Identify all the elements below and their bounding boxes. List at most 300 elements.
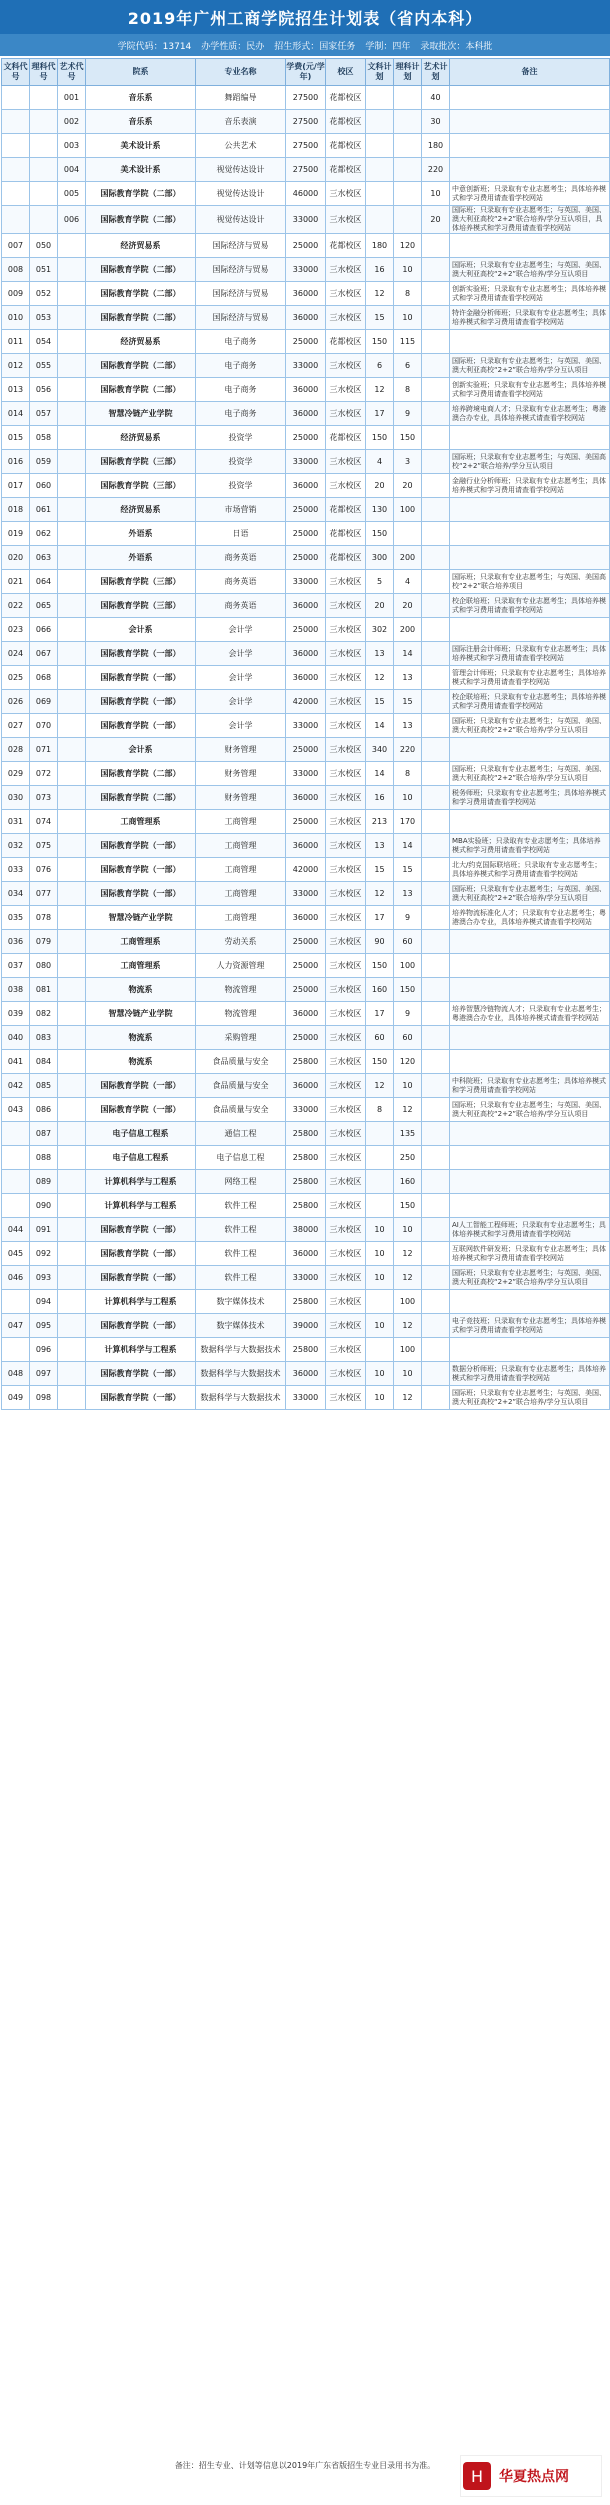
cell-wen-plan: 12 xyxy=(366,666,394,690)
cell-campus: 三水校区 xyxy=(326,1242,366,1266)
col-header: 文科计划 xyxy=(366,59,394,86)
cell-wen-plan: 180 xyxy=(366,234,394,258)
cell-campus: 三水校区 xyxy=(326,282,366,306)
cell-li-plan: 10 xyxy=(394,1074,422,1098)
cell-li-plan: 10 xyxy=(394,786,422,810)
cell-wen-code: 029 xyxy=(2,762,30,786)
cell-note xyxy=(450,234,610,258)
cell-department: 计算机科学与工程系 xyxy=(86,1338,196,1362)
cell-campus: 三水校区 xyxy=(326,1266,366,1290)
cell-tuition: 42000 xyxy=(286,690,326,714)
cell-art-code xyxy=(58,282,86,306)
cell-wen-code: 044 xyxy=(2,1218,30,1242)
cell-art-code xyxy=(58,378,86,402)
cell-department: 经济贸易系 xyxy=(86,498,196,522)
cell-department: 美术设计系 xyxy=(86,134,196,158)
cell-major-name: 人力资源管理 xyxy=(196,954,286,978)
cell-campus: 三水校区 xyxy=(326,570,366,594)
cell-note: 北大/约克国际联培班；只录取有专业志愿考生；具体培养模式和学习费用请查看学校网站 xyxy=(450,858,610,882)
cell-li-code: 052 xyxy=(30,282,58,306)
cell-major-name: 电子商务 xyxy=(196,354,286,378)
cell-major-name: 食品质量与安全 xyxy=(196,1050,286,1074)
table-row xyxy=(2,954,610,978)
cell-art-plan xyxy=(422,882,450,906)
cell-tuition: 25000 xyxy=(286,234,326,258)
cell-li-plan: 12 xyxy=(394,1386,422,1410)
cell-wen-code xyxy=(2,158,30,182)
cell-art-code xyxy=(58,402,86,426)
cell-li-code: 071 xyxy=(30,738,58,762)
cell-wen-code: 030 xyxy=(2,786,30,810)
cell-wen-plan xyxy=(366,1338,394,1362)
cell-art-code xyxy=(58,618,86,642)
cell-campus: 三水校区 xyxy=(326,858,366,882)
cell-art-plan xyxy=(422,498,450,522)
cell-tuition: 25000 xyxy=(286,738,326,762)
cell-art-code xyxy=(58,330,86,354)
cell-note: 管理会计师班；只录取有专业志愿考生；具体培养模式和学习费用请查看学校网站 xyxy=(450,666,610,690)
cell-wen-code: 025 xyxy=(2,666,30,690)
cell-major-name: 会计学 xyxy=(196,714,286,738)
cell-li-code: 062 xyxy=(30,522,58,546)
cell-art-plan xyxy=(422,402,450,426)
cell-wen-plan: 60 xyxy=(366,1026,394,1050)
cell-wen-code: 041 xyxy=(2,1050,30,1074)
cell-wen-plan xyxy=(366,158,394,182)
col-header: 校区 xyxy=(326,59,366,86)
cell-major-name: 数字媒体技术 xyxy=(196,1290,286,1314)
cell-tuition: 25000 xyxy=(286,546,326,570)
cell-li-code xyxy=(30,158,58,182)
cell-li-plan: 10 xyxy=(394,1362,422,1386)
cell-wen-plan xyxy=(366,86,394,110)
table-body xyxy=(2,86,610,1410)
cell-art-plan xyxy=(422,1194,450,1218)
cell-art-code xyxy=(58,1266,86,1290)
info-bar xyxy=(0,34,610,56)
cell-li-plan: 60 xyxy=(394,1026,422,1050)
cell-department: 物流系 xyxy=(86,1026,196,1050)
cell-art-code xyxy=(58,570,86,594)
cell-li-plan: 8 xyxy=(394,762,422,786)
cell-major-name: 会计学 xyxy=(196,666,286,690)
cell-art-plan xyxy=(422,906,450,930)
cell-note xyxy=(450,1194,610,1218)
cell-note: 国际班；只录取有专业志愿考生；与英国、美国、澳大利亚高校“2+2”联合培养/学分互认项目 xyxy=(450,882,610,906)
cell-wen-plan: 150 xyxy=(366,954,394,978)
cell-art-code xyxy=(58,234,86,258)
cell-li-code xyxy=(30,206,58,234)
cell-li-plan: 14 xyxy=(394,642,422,666)
cell-wen-plan: 340 xyxy=(366,738,394,762)
cell-major-name: 投资学 xyxy=(196,474,286,498)
cell-department: 智慧冷链产业学院 xyxy=(86,1002,196,1026)
cell-art-plan xyxy=(422,1386,450,1410)
cell-art-code xyxy=(58,834,86,858)
cell-campus: 三水校区 xyxy=(326,258,366,282)
cell-art-plan xyxy=(422,1314,450,1338)
table-row xyxy=(2,1146,610,1170)
cell-wen-code: 049 xyxy=(2,1386,30,1410)
table-row xyxy=(2,810,610,834)
cell-campus: 三水校区 xyxy=(326,594,366,618)
table-row xyxy=(2,134,610,158)
cell-art-code xyxy=(58,258,86,282)
cell-department: 国际教育学院（一部） xyxy=(86,1266,196,1290)
cell-campus: 三水校区 xyxy=(326,1290,366,1314)
cell-major-name: 物流管理 xyxy=(196,978,286,1002)
cell-li-plan: 115 xyxy=(394,330,422,354)
cell-campus: 花都校区 xyxy=(326,330,366,354)
watermark-text: 华夏热点网 xyxy=(499,2469,569,2485)
cell-wen-code: 010 xyxy=(2,306,30,330)
cell-wen-code xyxy=(2,206,30,234)
cell-wen-code xyxy=(2,86,30,110)
cell-wen-plan: 4 xyxy=(366,450,394,474)
cell-major-name: 财务管理 xyxy=(196,738,286,762)
cell-campus: 花都校区 xyxy=(326,498,366,522)
cell-department: 计算机科学与工程系 xyxy=(86,1290,196,1314)
cell-note: AI人工智能工程师班；只录取有专业志愿考生；具体培养模式和学习费用请查看学校网站 xyxy=(450,1218,610,1242)
cell-art-code: 001 xyxy=(58,86,86,110)
cell-major-name: 商务英语 xyxy=(196,570,286,594)
cell-art-code xyxy=(58,1146,86,1170)
cell-li-code: 054 xyxy=(30,330,58,354)
cell-wen-plan: 13 xyxy=(366,834,394,858)
cell-li-code: 098 xyxy=(30,1386,58,1410)
cell-wen-plan: 150 xyxy=(366,1050,394,1074)
cell-major-name: 通信工程 xyxy=(196,1122,286,1146)
cell-tuition: 33000 xyxy=(286,450,326,474)
col-header: 备注 xyxy=(450,59,610,86)
cell-li-code: 060 xyxy=(30,474,58,498)
table-row xyxy=(2,282,610,306)
cell-li-code: 087 xyxy=(30,1122,58,1146)
cell-art-code xyxy=(58,1170,86,1194)
cell-art-code xyxy=(58,1314,86,1338)
plan-table xyxy=(1,58,610,1410)
cell-tuition: 36000 xyxy=(286,474,326,498)
cell-wen-code xyxy=(2,1146,30,1170)
cell-tuition: 25000 xyxy=(286,954,326,978)
cell-note: 校企联培班；只录取有专业志愿考生；具体培养模式和学习费用请查看学校网站 xyxy=(450,690,610,714)
cell-wen-plan xyxy=(366,1290,394,1314)
cell-tuition: 25800 xyxy=(286,1122,326,1146)
cell-wen-plan: 300 xyxy=(366,546,394,570)
cell-art-code xyxy=(58,786,86,810)
cell-tuition: 33000 xyxy=(286,762,326,786)
cell-tuition: 36000 xyxy=(286,1074,326,1098)
cell-li-code: 053 xyxy=(30,306,58,330)
cell-li-code: 070 xyxy=(30,714,58,738)
cell-campus: 三水校区 xyxy=(326,1314,366,1338)
cell-wen-code: 013 xyxy=(2,378,30,402)
cell-li-plan xyxy=(394,134,422,158)
cell-campus: 三水校区 xyxy=(326,1386,366,1410)
cell-tuition: 33000 xyxy=(286,354,326,378)
cell-major-name: 投资学 xyxy=(196,426,286,450)
cell-art-plan xyxy=(422,282,450,306)
cell-campus: 三水校区 xyxy=(326,450,366,474)
cell-tuition: 25800 xyxy=(286,1338,326,1362)
cell-campus: 花都校区 xyxy=(326,158,366,182)
cell-wen-code: 036 xyxy=(2,930,30,954)
cell-wen-code: 015 xyxy=(2,426,30,450)
cell-major-name: 视觉传达设计 xyxy=(196,158,286,182)
cell-wen-plan: 10 xyxy=(366,1266,394,1290)
cell-wen-code: 045 xyxy=(2,1242,30,1266)
cell-major-name: 视觉传达设计 xyxy=(196,182,286,206)
cell-li-plan: 12 xyxy=(394,1098,422,1122)
cell-li-plan xyxy=(394,158,422,182)
cell-department: 工商管理系 xyxy=(86,954,196,978)
cell-li-code xyxy=(30,86,58,110)
cell-art-code xyxy=(58,522,86,546)
cell-department: 工商管理系 xyxy=(86,810,196,834)
cell-note xyxy=(450,1338,610,1362)
cell-art-plan xyxy=(422,786,450,810)
cell-tuition: 36000 xyxy=(286,906,326,930)
cell-major-name: 数字媒体技术 xyxy=(196,1314,286,1338)
cell-department: 国际教育学院（三部） xyxy=(86,570,196,594)
cell-tuition: 36000 xyxy=(286,1242,326,1266)
cell-tuition: 25800 xyxy=(286,1050,326,1074)
cell-major-name: 日语 xyxy=(196,522,286,546)
cell-major-name: 国际经济与贸易 xyxy=(196,306,286,330)
cell-major-name: 投资学 xyxy=(196,450,286,474)
cell-note: 国际班；只录取有专业志愿考生；与英国、美国、澳大利亚高校“2+2”联合培养/学分互认项目 xyxy=(450,1098,610,1122)
cell-major-name: 食品质量与安全 xyxy=(196,1098,286,1122)
cell-tuition: 38000 xyxy=(286,1218,326,1242)
cell-tuition: 46000 xyxy=(286,182,326,206)
cell-li-plan: 135 xyxy=(394,1122,422,1146)
cell-note xyxy=(450,1122,610,1146)
cell-art-plan: 20 xyxy=(422,206,450,234)
cell-department: 国际教育学院（一部） xyxy=(86,714,196,738)
cell-tuition: 25800 xyxy=(286,1194,326,1218)
cell-art-code xyxy=(58,306,86,330)
cell-art-plan xyxy=(422,1290,450,1314)
cell-wen-plan: 10 xyxy=(366,1218,394,1242)
cell-major-name: 软件工程 xyxy=(196,1266,286,1290)
enroll-form: 招生形式：国家任务 xyxy=(274,41,356,52)
col-header: 专业名称 xyxy=(196,59,286,86)
cell-wen-plan: 150 xyxy=(366,522,394,546)
cell-li-plan: 10 xyxy=(394,306,422,330)
col-header: 艺术代号 xyxy=(58,59,86,86)
cell-art-code xyxy=(58,714,86,738)
cell-major-name: 国际经济与贸易 xyxy=(196,282,286,306)
cell-li-code: 067 xyxy=(30,642,58,666)
cell-tuition: 25800 xyxy=(286,1290,326,1314)
cell-li-code xyxy=(30,134,58,158)
cell-art-plan xyxy=(422,618,450,642)
cell-wen-code: 043 xyxy=(2,1098,30,1122)
cell-li-code: 084 xyxy=(30,1050,58,1074)
cell-wen-code: 033 xyxy=(2,858,30,882)
cell-note: 国际注册会计师班；只录取有专业志愿考生；具体培养模式和学习费用请查看学校网站 xyxy=(450,642,610,666)
cell-major-name: 软件工程 xyxy=(196,1218,286,1242)
table-row xyxy=(2,690,610,714)
cell-li-code: 080 xyxy=(30,954,58,978)
cell-art-plan: 10 xyxy=(422,182,450,206)
table-row xyxy=(2,978,610,1002)
cell-tuition: 36000 xyxy=(286,594,326,618)
cell-wen-code: 040 xyxy=(2,1026,30,1050)
table-row xyxy=(2,402,610,426)
cell-department: 经济贸易系 xyxy=(86,426,196,450)
cell-tuition: 25000 xyxy=(286,618,326,642)
cell-department: 会计系 xyxy=(86,618,196,642)
cell-li-plan: 150 xyxy=(394,426,422,450)
cell-tuition: 36000 xyxy=(286,666,326,690)
cell-wen-plan: 12 xyxy=(366,1074,394,1098)
cell-major-name: 工商管理 xyxy=(196,810,286,834)
cell-tuition: 33000 xyxy=(286,1386,326,1410)
col-header: 理科代号 xyxy=(30,59,58,86)
cell-note: 国际班；只录取有专业志愿考生；与英国、美国、澳大利亚高校“2+2”联合培养/学分互认项目 xyxy=(450,354,610,378)
cell-department: 智慧冷链产业学院 xyxy=(86,906,196,930)
cell-tuition: 33000 xyxy=(286,1266,326,1290)
cell-li-plan xyxy=(394,86,422,110)
cell-department: 国际教育学院（二部） xyxy=(86,786,196,810)
cell-campus: 三水校区 xyxy=(326,690,366,714)
cell-art-code xyxy=(58,1050,86,1074)
cell-art-plan xyxy=(422,978,450,1002)
cell-tuition: 33000 xyxy=(286,206,326,234)
cell-art-plan xyxy=(422,426,450,450)
cell-wen-plan: 15 xyxy=(366,690,394,714)
cell-li-plan: 8 xyxy=(394,378,422,402)
cell-li-plan: 250 xyxy=(394,1146,422,1170)
table-row xyxy=(2,378,610,402)
cell-note xyxy=(450,426,610,450)
cell-art-plan: 30 xyxy=(422,110,450,134)
table-row xyxy=(2,882,610,906)
cell-li-plan: 10 xyxy=(394,1218,422,1242)
cell-art-code xyxy=(58,762,86,786)
cell-wen-code xyxy=(2,134,30,158)
cell-department: 国际教育学院（一部） xyxy=(86,1314,196,1338)
cell-tuition: 27500 xyxy=(286,86,326,110)
school-nature: 办学性质：民办 xyxy=(201,41,265,52)
cell-art-plan xyxy=(422,234,450,258)
cell-wen-code: 027 xyxy=(2,714,30,738)
cell-note: 互联网软件研发班；只录取有专业志愿考生；具体培养模式和学习费用请查看学校网站 xyxy=(450,1242,610,1266)
cell-li-plan: 60 xyxy=(394,930,422,954)
cell-art-code xyxy=(58,594,86,618)
cell-campus: 三水校区 xyxy=(326,666,366,690)
cell-campus: 三水校区 xyxy=(326,1074,366,1098)
cell-wen-code: 038 xyxy=(2,978,30,1002)
cell-campus: 三水校区 xyxy=(326,354,366,378)
cell-campus: 三水校区 xyxy=(326,1002,366,1026)
cell-note: 国际班；只录取有专业志愿考生；与英国、美国、澳大利亚高校“2+2”联合培养/学分互认项目 xyxy=(450,762,610,786)
cell-department: 国际教育学院（二部） xyxy=(86,182,196,206)
table-row xyxy=(2,930,610,954)
cell-tuition: 36000 xyxy=(286,834,326,858)
cell-department: 音乐系 xyxy=(86,110,196,134)
cell-li-code xyxy=(30,110,58,134)
cell-art-code xyxy=(58,978,86,1002)
cell-wen-code xyxy=(2,1194,30,1218)
cell-major-name: 电子商务 xyxy=(196,402,286,426)
cell-wen-code: 008 xyxy=(2,258,30,282)
hx-logo-icon xyxy=(461,2460,493,2492)
cell-art-code xyxy=(58,1026,86,1050)
cell-wen-plan: 10 xyxy=(366,1362,394,1386)
cell-wen-plan xyxy=(366,1194,394,1218)
cell-tuition: 42000 xyxy=(286,858,326,882)
table-row xyxy=(2,714,610,738)
cell-art-code xyxy=(58,474,86,498)
cell-department: 音乐系 xyxy=(86,86,196,110)
cell-li-code: 066 xyxy=(30,618,58,642)
cell-art-code xyxy=(58,1194,86,1218)
cell-department: 国际教育学院（一部） xyxy=(86,1218,196,1242)
cell-department: 国际教育学院（一部） xyxy=(86,1362,196,1386)
cell-campus: 花都校区 xyxy=(326,522,366,546)
cell-major-name: 工商管理 xyxy=(196,906,286,930)
cell-campus: 三水校区 xyxy=(326,762,366,786)
cell-li-plan: 100 xyxy=(394,954,422,978)
cell-li-code: 078 xyxy=(30,906,58,930)
cell-tuition: 36000 xyxy=(286,642,326,666)
cell-art-code xyxy=(58,1362,86,1386)
cell-department: 国际教育学院（二部） xyxy=(86,762,196,786)
cell-wen-plan: 17 xyxy=(366,906,394,930)
cell-tuition: 33000 xyxy=(286,1098,326,1122)
cell-note: 培养智慧冷链物流人才；只录取有专业志愿考生；粤港澳合办专业，具体培养模式请查看学校网站 xyxy=(450,1002,610,1026)
cell-note: 国际班；只录取有专业志愿考生；与英国、美国、澳大利亚高校“2+2”联合培养/学分互认项目，具体培养模式和学习费用请查看学校网站 xyxy=(450,206,610,234)
cell-department: 经济贸易系 xyxy=(86,330,196,354)
cell-wen-plan xyxy=(366,110,394,134)
cell-campus: 三水校区 xyxy=(326,1362,366,1386)
cell-major-name: 舞蹈编导 xyxy=(196,86,286,110)
table-row xyxy=(2,306,610,330)
cell-wen-plan xyxy=(366,134,394,158)
cell-note: 中科院班；只录取有专业志愿考生；具体培养模式和学习费用请查看学校网站 xyxy=(450,1074,610,1098)
cell-wen-plan: 17 xyxy=(366,1002,394,1026)
cell-note xyxy=(450,498,610,522)
cell-campus: 三水校区 xyxy=(326,1098,366,1122)
cell-tuition: 25000 xyxy=(286,930,326,954)
page-title xyxy=(0,0,610,34)
cell-wen-plan: 12 xyxy=(366,882,394,906)
cell-wen-code: 021 xyxy=(2,570,30,594)
cell-wen-plan: 10 xyxy=(366,1242,394,1266)
cell-wen-code: 007 xyxy=(2,234,30,258)
cell-department: 智慧冷链产业学院 xyxy=(86,402,196,426)
cell-tuition: 36000 xyxy=(286,402,326,426)
cell-tuition: 25000 xyxy=(286,810,326,834)
cell-campus: 三水校区 xyxy=(326,906,366,930)
cell-art-plan xyxy=(422,1146,450,1170)
cell-art-code xyxy=(58,690,86,714)
cell-li-code: 090 xyxy=(30,1194,58,1218)
cell-art-code: 006 xyxy=(58,206,86,234)
cell-note: 数据分析师班；只录取有专业志愿考生；具体培养模式和学习费用请查看学校网站 xyxy=(450,1362,610,1386)
cell-art-code xyxy=(58,546,86,570)
cell-li-plan: 15 xyxy=(394,690,422,714)
cell-wen-code: 020 xyxy=(2,546,30,570)
cell-art-code xyxy=(58,810,86,834)
cell-note xyxy=(450,1146,610,1170)
cell-campus: 三水校区 xyxy=(326,402,366,426)
cell-department: 国际教育学院（二部） xyxy=(86,206,196,234)
table-row xyxy=(2,1098,610,1122)
cell-art-plan xyxy=(422,1026,450,1050)
